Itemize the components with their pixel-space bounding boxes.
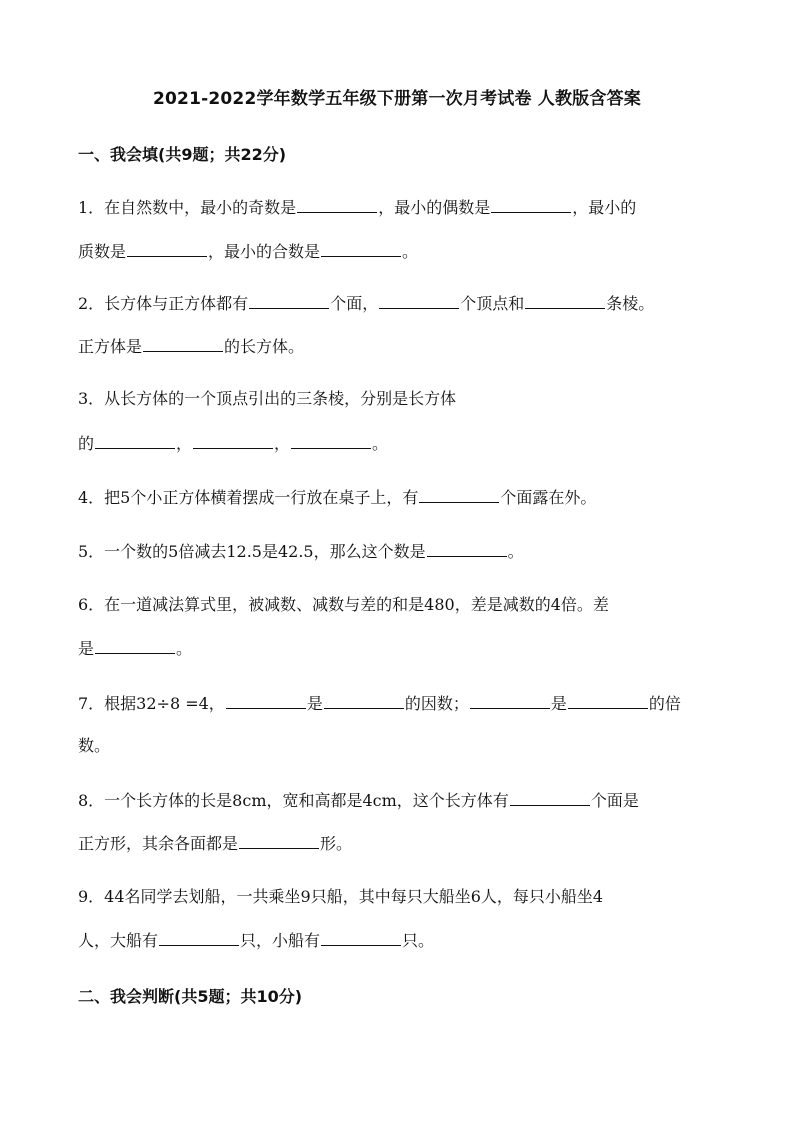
question-7-line-2: 数。 — [78, 736, 111, 755]
answer-blank[interactable] — [419, 486, 499, 503]
answer-blank[interactable] — [297, 196, 377, 213]
answer-blank[interactable] — [239, 832, 319, 849]
answer-blank[interactable] — [249, 292, 329, 309]
question-1-line-2: 质数是 ，最小的合数是 。 — [78, 242, 419, 261]
answer-blank[interactable] — [291, 432, 371, 449]
answer-blank[interactable] — [226, 692, 306, 709]
answer-blank[interactable] — [127, 240, 207, 257]
question-8-line-1: 8．一个长方体的长是8cm，宽和高都是4cm，这个长方体有 个面是 — [78, 791, 639, 810]
answer-blank[interactable] — [143, 335, 223, 352]
question-7-line-1: 7．根据32÷8 =4， 是 的因数； 是 的倍 — [78, 694, 681, 713]
answer-blank[interactable] — [95, 637, 175, 654]
question-8-line-2: 正方形，其余各面都是 形。 — [78, 834, 353, 853]
section-heading-fill: 一、我会填(共9题；共22分) — [78, 145, 287, 164]
answer-blank[interactable] — [470, 692, 550, 709]
section-heading-judge: 二、我会判断(共5题；共10分) — [78, 987, 303, 1006]
question-9-line-1: 9．44名同学去划船，一共乘坐9只船，其中每只大船坐6人，每只小船坐4 — [78, 887, 604, 906]
answer-blank[interactable] — [427, 540, 507, 557]
question-1-line-1: 1．在自然数中，最小的奇数是 ，最小的偶数是 ，最小的 — [78, 198, 637, 217]
answer-blank[interactable] — [525, 292, 605, 309]
answer-blank[interactable] — [568, 692, 648, 709]
question-4: 4．把5个小正方体横着摆成一行放在桌子上，有 个面露在外。 — [78, 488, 597, 507]
answer-blank[interactable] — [379, 292, 459, 309]
answer-blank[interactable] — [491, 196, 571, 213]
page-title: 2021-2022学年数学五年级下册第一次月考试卷 人教版含答案 — [152, 89, 641, 109]
answer-blank[interactable] — [95, 432, 175, 449]
question-2-line-1: 2．长方体与正方体都有 个面， 个顶点和 条棱。 — [78, 294, 655, 313]
answer-blank[interactable] — [321, 929, 401, 946]
question-5: 5．一个数的5倍减去12.5是42.5，那么这个数是 。 — [78, 542, 524, 561]
answer-blank[interactable] — [193, 432, 273, 449]
question-3-line-1: 3．从长方体的一个顶点引出的三条棱，分别是长方体 — [78, 389, 457, 408]
answer-blank[interactable] — [510, 789, 590, 806]
question-6-line-2: 是 。 — [78, 639, 193, 658]
answer-blank[interactable] — [324, 692, 404, 709]
question-6-line-1: 6．在一道减法算式里，被减数、减数与差的和是480，差是减数的4倍。差 — [78, 595, 609, 614]
question-3-line-2: 的 ， ， 。 — [78, 434, 389, 453]
answer-blank[interactable] — [159, 929, 239, 946]
answer-blank[interactable] — [321, 240, 401, 257]
question-2-line-2: 正方体是 的长方体。 — [78, 337, 305, 356]
question-9-line-2: 人，大船有 只，小船有 只。 — [78, 931, 435, 950]
